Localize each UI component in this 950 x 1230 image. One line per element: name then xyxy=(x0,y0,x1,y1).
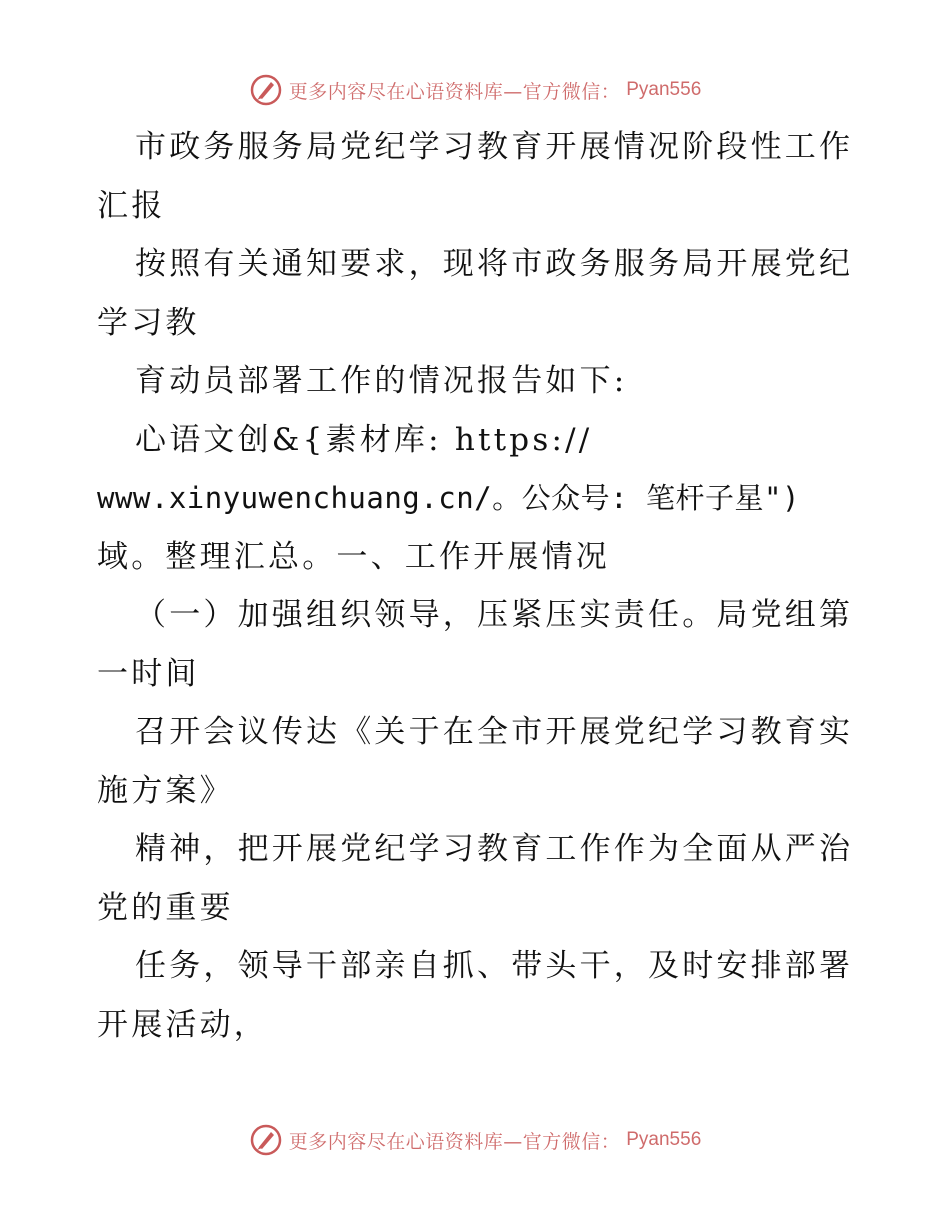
paragraph-line: 施方案》 xyxy=(97,772,234,809)
watermark-text: 更多内容尽在心语资料库—官方微信： xyxy=(288,1130,621,1153)
paragraph-line: 一时间 xyxy=(97,655,200,692)
header-watermark xyxy=(0,70,950,110)
paragraph-line: 开展活动， xyxy=(97,1006,268,1043)
title-line: 市政务服务局党纪学习教育开展情况阶段性工作 xyxy=(135,129,854,165)
paragraph-line: 按照有关通知要求，现将市政务服务局开展党纪 xyxy=(135,246,854,282)
paragraph-line: 党的重要 xyxy=(97,889,234,926)
watermark-text: 更多内容尽在心语资料库—官方微信： xyxy=(288,80,621,103)
section-heading-line: 域。整理汇总。一、工作开展情况 xyxy=(97,538,610,575)
source-url-line: www.xinyuwenchuang.cn/。公众号: 笔杆子星") xyxy=(97,481,800,515)
footer-watermark xyxy=(0,1120,950,1160)
paragraph-line: 任务，领导干部亲自抓、带头干，及时安排部署 xyxy=(135,948,854,984)
watermark-handle: Pyan556 xyxy=(626,1129,702,1150)
paragraph-line: 学习教 xyxy=(97,304,200,341)
pen-nib-logo-icon xyxy=(249,1123,283,1157)
paragraph-line: 召开会议传达《关于在全市开展党纪学习教育实 xyxy=(135,714,854,750)
paragraph-line: （一）加强组织领导，压紧压实责任。局党组第 xyxy=(135,597,854,633)
document-body xyxy=(97,118,857,1054)
title-line-continued: 汇报 xyxy=(97,187,166,224)
paragraph-line: 育动员部署工作的情况报告如下: xyxy=(135,363,628,399)
watermark-handle: Pyan556 xyxy=(626,79,702,100)
pen-nib-logo-icon xyxy=(249,73,283,107)
source-note-line: 心语文创&{素材库: https:// xyxy=(135,421,593,458)
paragraph-line: 精神，把开展党纪学习教育工作作为全面从严治 xyxy=(135,831,854,867)
